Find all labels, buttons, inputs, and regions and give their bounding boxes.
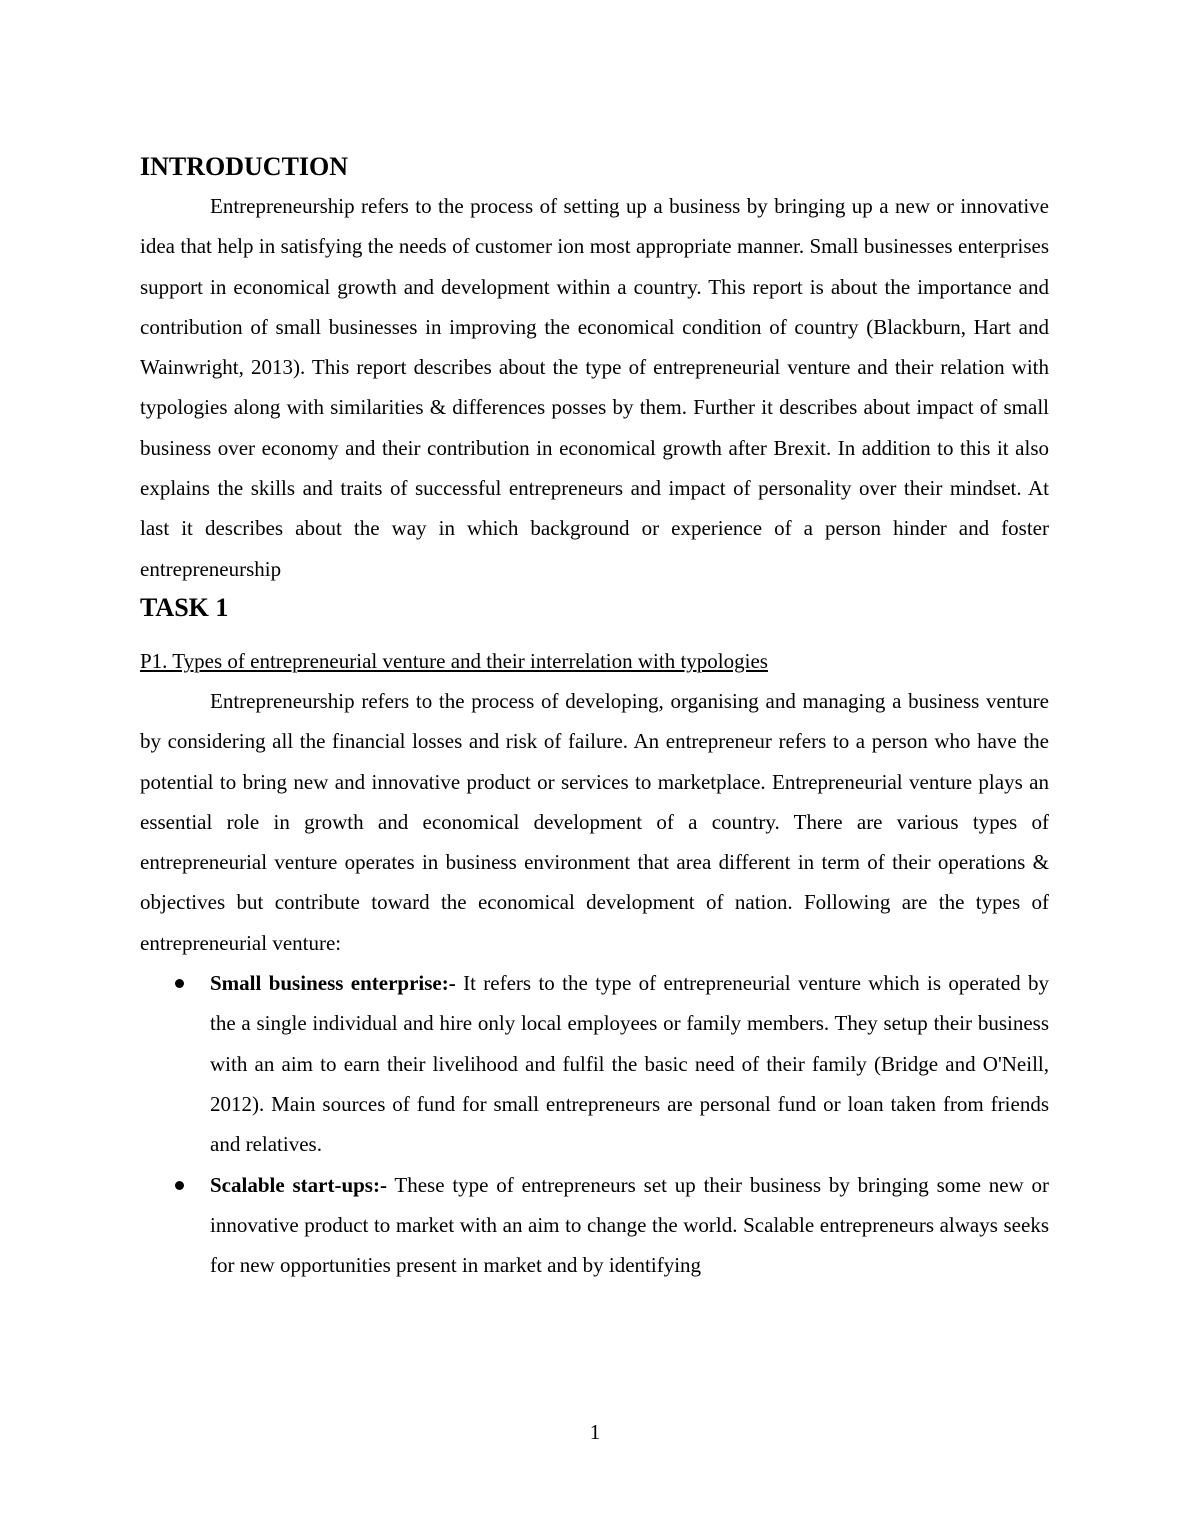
bullet-term: Scalable start-ups:- (210, 1172, 387, 1197)
bullet-text: These type of entrepreneurs set up their business by bringing some new or innovative product to market with an aim to change the world. Scalable entrepreneurs always seeks for new opportunities present in market and by identifying (210, 1172, 1049, 1278)
list-item-small-business (140, 963, 1049, 1164)
venture-types-list (140, 963, 1049, 1285)
document-body (140, 148, 1049, 1285)
page-number: 1 (589, 1420, 601, 1444)
task1-heading: TASK 1 (140, 592, 229, 622)
bullet-icon (175, 1181, 184, 1190)
introduction-paragraph: Entrepreneurship refers to the process of setting up a business by bringing up a new or innovative idea that help in satisfying the needs of customer ion most appropriate manner. Small businesses enterprises support in economical growth and development within a country. This report is about the importance and contribution of small businesses in improving the economical condition of country (Blackburn, Hart and Wainwright, 2013). This report describes about the type of entrepreneurial venture and their relation with typologies along with similarities & differences posses by them. Further it describes about impact of small business over economy and their contribution in economical growth after Brexit. In addition to this it also explains the skills and traits of successful entrepreneurs and impact of personality over their mindset. At last it describes about the way in which background or experience of a person hinder and foster entrepreneurship (140, 194, 1049, 581)
bullet-term: Small business enterprise:- (210, 971, 456, 996)
task1-paragraph: Entrepreneurship refers to the process of developing, organising and managing a business venture by considering all the financial losses and risk of failure. An entrepreneur refers to a person who have the potential to bring new and innovative product or services to marketplace. Entrepreneurial venture plays an essential role in growth and economical development of a country. There are various types of entrepreneurial venture operates in business environment that area different in term of their operations & objectives but contribute toward the economical development of nation. Following are the types of entrepreneurial venture: (140, 688, 1049, 955)
bullet-icon (175, 979, 184, 988)
task1-subheading: P1. Types of entrepreneurial venture and their interrelation with typologies (140, 648, 768, 673)
introduction-heading: INTRODUCTION (140, 152, 349, 181)
bullet-text: It refers to the type of entrepreneurial venture which is operated by the a single individual and hire only local employees or family members. They setup their business with an aim to earn their livelihood and fulfil the basic need of their family (Bridge and O'Neill, 2012). Main sources of fund for small entrepreneurs are personal fund or loan taken from friends and relatives. (210, 971, 1050, 1157)
list-item-scalable-startups (140, 1165, 1049, 1286)
